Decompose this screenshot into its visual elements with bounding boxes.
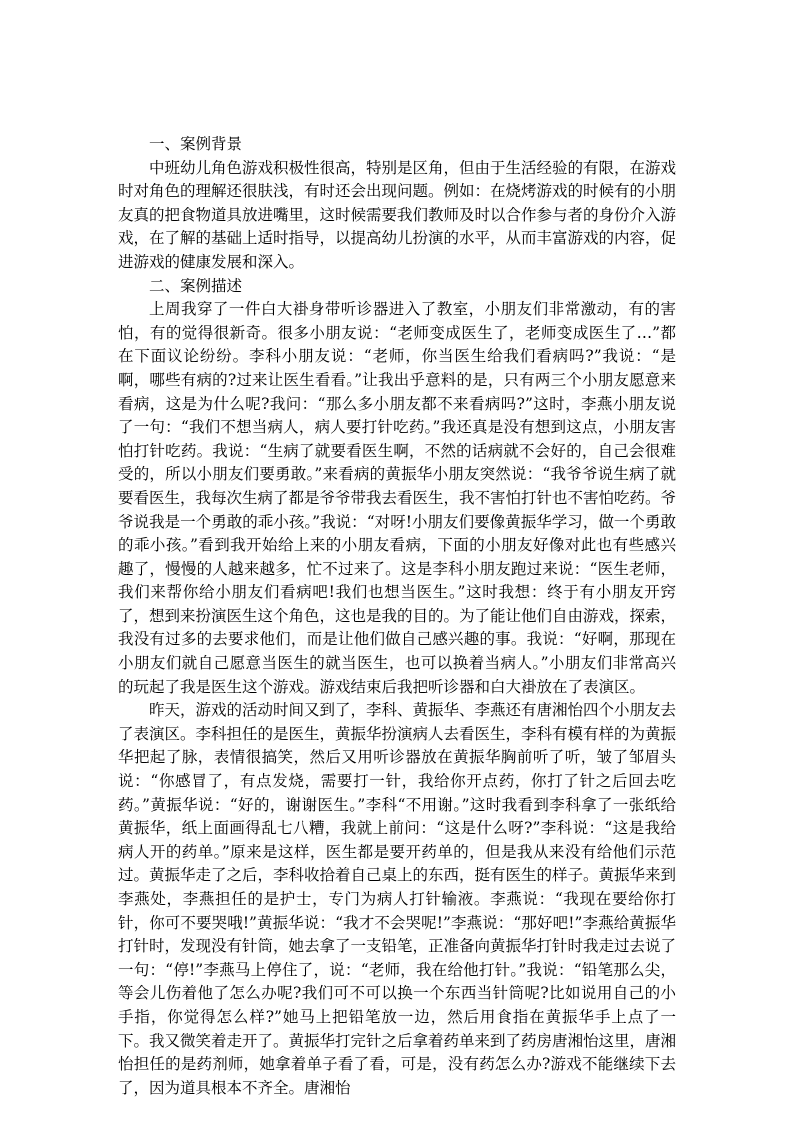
paragraph-background: 中班幼儿角色游戏积极性很高，特别是区角，但由于生活经验的有限，在游戏时对角色的理解还很肤浅，有时还会出现问题。例如：在烧烤游戏的时候有的小朋友真的把食物道具放进嘴里，这时候需要我们教师及时以合作参与者的身份介入游戏，在了解的基础上适时指导，以提高幼儿扮演的水平，从而丰富游戏的内容，促进游戏的健康发展和深入。	[118, 158, 677, 271]
section-heading-description: 二、案例描述	[149, 276, 243, 295]
section-heading-background: 一、案例背景	[149, 135, 243, 153]
paragraph-last-week: 上周我穿了一件白大褂身带听诊器进入了教室，小朋友们非常激动，有的害怕，有的觉得很新奇。很多小朋友说：“老师变成医生了，老师变成医生了…”都在下面议论纷纷。李科小朋友说：“老师，你当医生给我们看病吗?”我说：“是啊，哪些有病的?过来让医生看看。”让我出乎意料的是，只有两三个小朋友愿意来看病，这是为什么呢?我问：“那么多小朋友都不来看病吗?”这时，李燕小朋友说了一句：“我们不想当病人，病人要打针吃药。”我还真是没有想到这点，小朋友害怕打针吃药。我说：“生病了就要看医生啊，不然的话病就不会好的，自己会很难受的，所以小朋友们要勇敢。”来看病的黄振华小朋友突然说：“我爷爷说生病了就要看医生，我每次生病了都是爷爷带我去看医生，我不害怕打针也不害怕吃药。爷爷说我是一个勇敢的乖小孩。”我说：“对呀!小朋友们要像黄振华学习，做一个勇敢的乖小孩。”看到我开始给上来的小朋友看病，下面的小朋友好像对此也有些感兴趣了，慢慢的人越来越多，忙不过来了。这是李科小朋友跑过来说：“医生老师，我们来帮你给小朋友们看病吧!我们也想当医生。”这时我想：终于有小朋友开窍了，想到来扮演医生这个角色，这也是我的目的。为了能让他们自由游戏，探索，我没有过多的去要求他们，而是让他们做自己感兴趣的事。我说：“好啊，那现在小朋友们就自己愿意当医生的就当医生，也可以换着当病人。”小朋友们非常高兴的玩起了我是医生这个游戏。游戏结束后我把听诊器和白大褂放在了表演区。	[118, 300, 677, 696]
document-page	[118, 133, 676, 1100]
paragraph-yesterday: 昨天，游戏的活动时间又到了，李科、黄振华、李燕还有唐湘怡四个小朋友去了表演区。李科担任的是医生，黄振华扮演病人去看医生，李科有模有样的为黄振华把起了脉，表情很搞笑，然后又用听诊器放在黄振华胸前听了听，皱了邹眉头说：“你感冒了，有点发烧，需要打一针，我给你开点药，你打了针之后回去吃药。”黄振华说：“好的，谢谢医生。”李科“不用谢。”这时我看到李科拿了一张纸给黄振华，纸上面画得乱七八糟，我就上前问：“这是什么呀?”李科说：“这是我给病人开的药单。”原来是这样，医生都是要开药单的，但是我从来没有给他们示范过。黄振华走了之后，李科收拾着自己桌上的东西，挺有医生的样子。黄振华来到李燕处，李燕担任的是护士，专门为病人打针输液。李燕说：“我现在要给你打针，你可不要哭哦!”黄振华说：“我才不会哭呢!”李燕说：“那好吧!”李燕给黄振华打针时，发现没有针筒，她去拿了一支铅笔，正准备向黄振华打针时我走过去说了一句：“停!”李燕马上停住了，说：“老师，我在给他打针。”我说：“铅笔那么尖，等会儿伤着他了怎么办呢?我们可不可以换一个东西当针筒呢?比如说用自己的小手指，你觉得怎么样?”她马上把铅笔放一边，然后用食指在黄振华手上点了一下。我又微笑着走开了。黄振华打完针之后拿着药单来到了药房唐湘怡这里，唐湘怡担任的是药剂师，她拿着单子看了看，可是，没有药怎么办?游戏不能继续下去了，因为道具根本不齐全。唐湘怡	[118, 701, 677, 1097]
